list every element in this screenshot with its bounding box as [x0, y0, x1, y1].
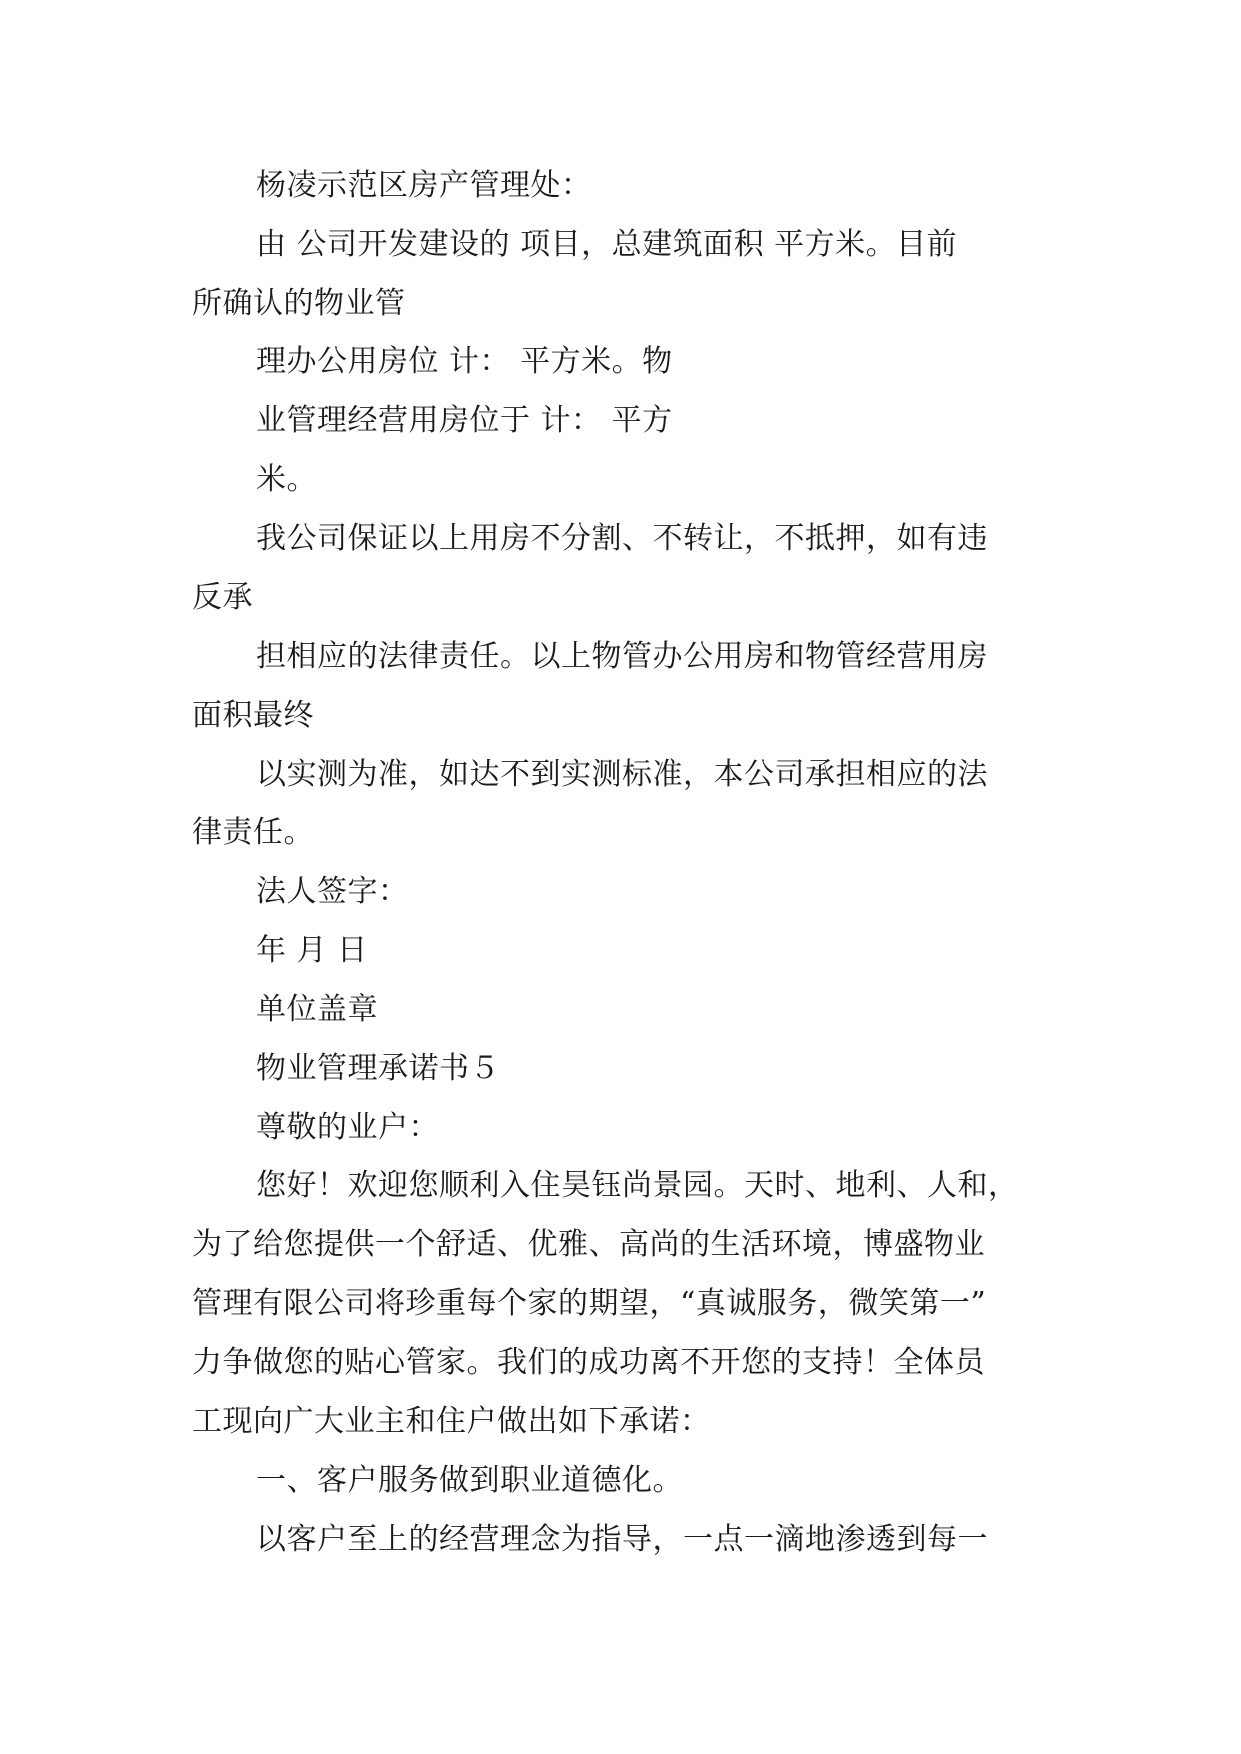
paragraph-line: 工现向广大业主和住户做出如下承诺： — [192, 1404, 711, 1439]
paragraph-line: 力争做您的贴心管家。我们的成功离不开您的支持！全体员 — [192, 1345, 985, 1380]
paragraph-line: 由 公司开发建设的 项目，总建筑面积 平方米。目前 — [256, 227, 958, 262]
section-title: 物业管理承诺书５ — [256, 1051, 500, 1086]
paragraph-line: 米。 — [256, 462, 317, 497]
addressee-line: 杨凌示范区房产管理处： — [256, 168, 592, 203]
paragraph-line: 管理有限公司将珍重每个家的期望，“真诚服务，微笑第一” — [192, 1286, 987, 1321]
date-line: 年 月 日 — [256, 933, 368, 968]
paragraph-line: 所确认的物业管 — [192, 286, 406, 321]
paragraph-line: 反承 — [192, 580, 253, 615]
seal-label: 单位盖章 — [256, 992, 378, 1027]
signature-label: 法人签字： — [256, 874, 409, 909]
paragraph-line: 律责任。 — [192, 815, 314, 850]
list-heading: 一、客户服务做到职业道德化。 — [256, 1463, 683, 1498]
paragraph-line: 您好！欢迎您顺利入住昊钰尚景园。天时、地利、人和， — [256, 1168, 1019, 1203]
paragraph-line: 理办公用房位 计： 平方米。物 — [256, 344, 673, 379]
paragraph-line: 面积最终 — [192, 698, 314, 733]
salutation-line: 尊敬的业户： — [256, 1110, 439, 1145]
paragraph-line: 为了给您提供一个舒适、优雅、高尚的生活环境，博盛物业 — [192, 1227, 985, 1262]
paragraph-line: 以实测为准，如达不到实测标准，本公司承担相应的法 — [256, 757, 988, 792]
paragraph-line: 以客户至上的经营理念为指导，一点一滴地渗透到每一 — [256, 1522, 988, 1557]
paragraph-line: 我公司保证以上用房不分割、不转让，不抵押，如有违 — [256, 521, 988, 556]
paragraph-line: 业管理经营用房位于 计： 平方 — [256, 403, 673, 438]
paragraph-line: 担相应的法律责任。以上物管办公用房和物管经营用房 — [256, 639, 988, 674]
